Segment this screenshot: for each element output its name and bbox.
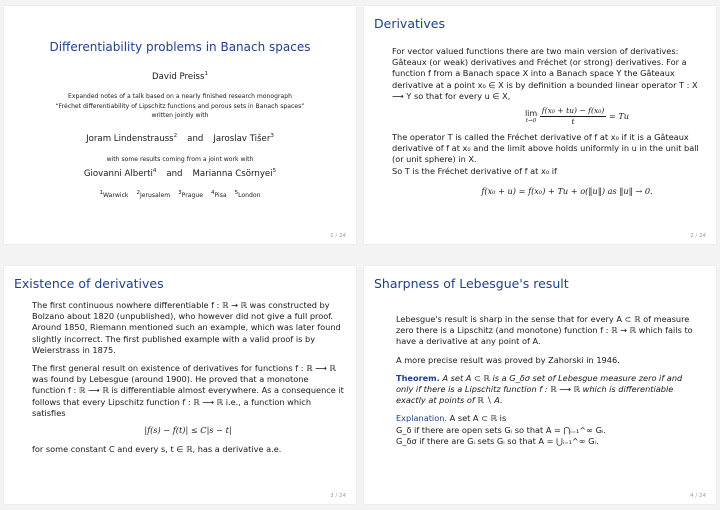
author-sup: 1 <box>204 71 209 78</box>
slide-body <box>392 46 702 197</box>
page-number: 3 / 24 <box>330 493 346 499</box>
coauthor-sup: 4 <box>152 168 157 175</box>
frame-title: Derivatives <box>374 16 445 31</box>
coauthor-sup: 2 <box>173 133 178 140</box>
frame-title: Existence of derivatives <box>14 276 164 291</box>
and-word: and <box>187 134 204 144</box>
theorem <box>396 373 702 407</box>
coauthor-sup: 3 <box>270 133 274 140</box>
note-line-2: “Fréchet differentiability of Lipschitz functions and porous sets in Banach spaces” <box>55 102 305 110</box>
author: David Preiss <box>151 72 205 82</box>
affiliation: $^2$Jerusalem <box>136 189 171 199</box>
coauthor-alberti: Giovanni Alberti <box>83 169 153 179</box>
page-number: 1 / 24 <box>330 233 346 239</box>
limit-equation <box>452 106 702 127</box>
coauthors-row-1 <box>4 134 356 144</box>
slide-derivatives <box>364 6 716 244</box>
paragraph: The first general result on existence of derivatives for functions f : ℝ ⟶ ℝ was found by Lebesgue (around 1900). He proved that a monotone function f : ℝ ⟶ ℝ is differentiable almost everywhere. As a consequence it follows that every Lipschitz function f : ℝ ⟶ ℝ i.e., a function which satisfies <box>32 363 344 418</box>
coauthor-lindenstrauss: Joram Lindenstrauss <box>86 134 174 144</box>
theorem-label: Theorem. <box>396 372 440 383</box>
slide-title <box>4 6 356 244</box>
author-line <box>4 72 356 82</box>
lim-subscript: t→0 <box>525 118 537 125</box>
explanation-label: Explanation. <box>396 413 447 424</box>
affiliation: $^3$Prague <box>178 189 203 199</box>
explanation-text: A set A ⊂ ℝ is <box>449 413 507 424</box>
affiliation: $^4$Pisa <box>210 189 227 199</box>
notes <box>14 92 346 121</box>
paragraph: for some constant C and every s, t ∈ ℝ, has a derivative a.e. <box>32 444 282 455</box>
explanation-line: G_δσ if there are Gᵢ sets Gᵢ so that A = ⋃ᵢ₌₁^∞ Gᵢ. <box>396 435 599 446</box>
fraction-numerator: f(x₀ + tu) − f(x₀) <box>541 106 605 116</box>
page-number: 4 / 24 <box>690 493 706 499</box>
coauthor-csornyei: Marianna Csörnyei <box>192 169 273 179</box>
coauthors-row-2 <box>4 169 356 179</box>
written-jointly: written jointly with <box>151 112 209 120</box>
slide-sharpness <box>364 266 716 504</box>
frechet-equation: f(x₀ + u) = f(x₀) + Tu + o(‖u‖) as ‖u‖ → 0. <box>481 185 653 196</box>
note-line-1: Expanded notes of a talk based on a nearly finished research monograph <box>68 93 292 100</box>
paragraph: The first continuous nowhere differentiable f : ℝ → ℝ was constructed by Bolzano about 1820 (unpublished), who however did not give a full proof. Around 1850, Riemann mentioned such an example, which was later found slightly incorrect. The first published example with a valid proof is by Weierstrass in 1875. <box>32 300 341 355</box>
paragraph: The operator T is called the Fréchet derivative of f at x₀ if it is a Gâteaux derivative of f at x₀ and the limit above holds uniformly in u in the unit ball (or unit sphere) in X. <box>392 132 699 165</box>
coauthor-tiser: Jaroslav Tišer <box>213 134 271 144</box>
paragraph: For vector valued functions there are two main version of derivatives: Gâteaux (or weak) derivatives and Fréchet (or strong) derivatives. For a function f from a Banach space X into a Banach space Y the Gâteaux derivative at a point x₀ ∈ X is by definition a bounded linear operator T : X ⟶ Y so that for every u ∈ X, <box>392 46 698 101</box>
explanation-line: G_δ if there are open sets Gᵢ so that A = ⋂ᵢ₌₁^∞ Gᵢ. <box>396 424 606 435</box>
page-number: 2 / 24 <box>690 233 706 239</box>
paragraph: Lebesgue's result is sharp in the sense that for every A ⊂ ℝ of measure zero there is a Lipschitz (and monotone) function f : ℝ → ℝ which fails to have a derivative at any point of A. <box>396 314 693 347</box>
slide-body <box>396 314 702 447</box>
affiliation: $^5$London <box>234 189 261 199</box>
frame-title: Sharpness of Lebesgue's result <box>374 276 569 291</box>
lim-symbol: lim <box>524 109 538 119</box>
slide-existence <box>4 266 356 504</box>
paragraph: So T is the Fréchet derivative of f at x₀ if <box>392 165 557 176</box>
slide-body <box>32 300 344 455</box>
paragraph: A more precise result was proved by Zahorski in 1946. <box>396 354 620 365</box>
equation-rhs: = Tu <box>608 111 630 122</box>
theorem-text: A set A ⊂ ℝ is a G_δσ set of Lebesgue measure zero if and only if there is a Lipschitz function f : ℝ ⟶ ℝ which is differentiable exactly at points of ℝ ∖ A. <box>396 372 683 406</box>
and-word: and <box>166 169 183 179</box>
explanation <box>396 413 702 424</box>
fraction-denominator: t <box>571 117 575 127</box>
coauthor-sup: 5 <box>272 168 277 175</box>
affiliations <box>4 189 356 199</box>
affiliation: $^1$Warwick <box>99 189 129 199</box>
lipschitz-equation: |f(s) − f(t)| ≤ C|s − t| <box>144 425 232 436</box>
paper-title: Differentiability problems in Banach spaces <box>49 40 311 54</box>
joint-work-note: with some results coming from a joint work with <box>106 156 254 163</box>
